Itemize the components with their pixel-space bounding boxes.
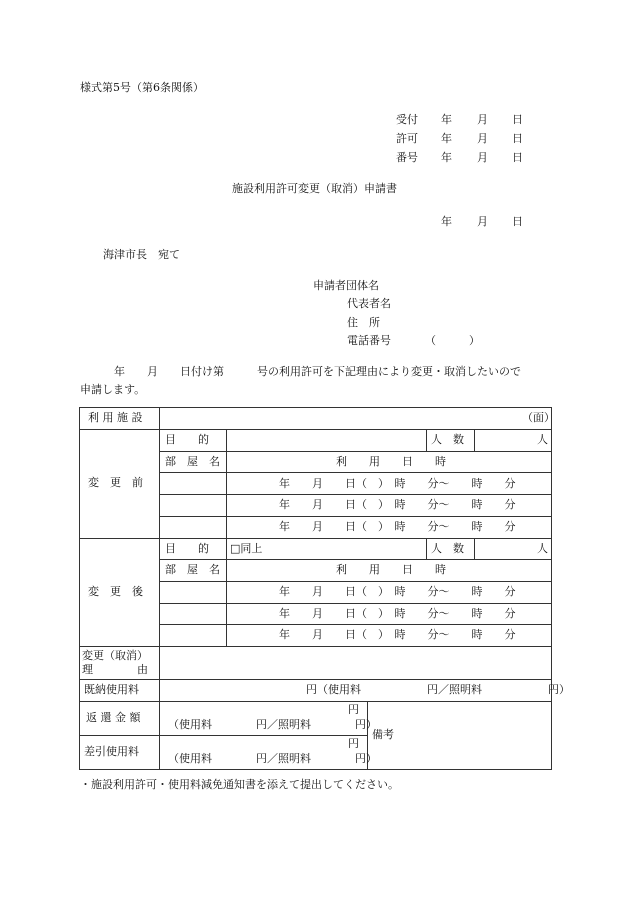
refund-yen: 円 [348, 703, 359, 716]
applicant-phone-paren: （ ） [425, 334, 480, 347]
stamp-day: 日 [512, 113, 523, 126]
before-time-row[interactable]: 年 月 日（ ） 時 分～ 時 分 [279, 520, 516, 533]
before-people-unit: 人 [537, 433, 548, 446]
refund-breakdown[interactable]: （使用料 円／照明料 円） [168, 718, 377, 731]
after-purpose-label: 目 的 [165, 542, 209, 555]
stamp-month: 月 [477, 113, 488, 126]
body-text-line2: 申請します。 [80, 383, 146, 396]
form-number: 様式第5号（第6条関係） [80, 81, 204, 94]
before-room-label: 部 屋 名 [165, 455, 220, 468]
before-section-label: 変 更 前 [88, 476, 143, 489]
stamp-label-received: 受付 [396, 113, 418, 126]
stamp-label-number: 番号 [396, 151, 418, 164]
addressee: 海津市長 宛て [103, 248, 180, 261]
stamp-day: 日 [512, 132, 523, 145]
date-day: 日 [512, 215, 523, 228]
stamp-label-permit: 許可 [396, 132, 418, 145]
diff-label: 差引使用料 [84, 745, 139, 758]
stamp-month: 月 [477, 132, 488, 145]
before-purpose-field[interactable] [229, 432, 424, 449]
facility-label: 利 用 施 設 [88, 411, 143, 424]
page-title: 施設利用許可変更（取消）申請書 [232, 182, 397, 195]
after-datetime-header: 利 用 日 時 [336, 563, 446, 576]
after-time-row[interactable]: 年 月 日（ ） 時 分～ 時 分 [279, 628, 516, 641]
before-purpose-label: 目 的 [165, 433, 209, 446]
applicant-address-label: 住 所 [347, 316, 380, 329]
body-text-line1: 年 月 日付け第 号の利用許可を下記理由により変更・取消したいので [114, 365, 521, 378]
paid-label: 既納使用料 [84, 683, 139, 696]
applicant-phone-label: 電話番号 [347, 334, 391, 347]
applicant-rep-label: 代表者名 [347, 297, 391, 310]
reason-label-line2: 理 由 [82, 663, 148, 676]
facility-unit: （面） [522, 411, 555, 424]
applicant-org-label: 申請者団体名 [313, 279, 379, 292]
after-time-row[interactable]: 年 月 日（ ） 時 分～ 時 分 [279, 585, 516, 598]
remarks-field[interactable] [400, 704, 548, 766]
after-people-label: 人 数 [431, 542, 464, 555]
facility-field[interactable] [162, 410, 512, 426]
refund-label: 返 還 金 額 [86, 711, 141, 724]
reason-field[interactable] [162, 649, 548, 677]
after-time-row[interactable]: 年 月 日（ ） 時 分～ 時 分 [279, 607, 516, 620]
before-time-row[interactable]: 年 月 日（ ） 時 分～ 時 分 [279, 477, 516, 490]
after-room-label: 部 屋 名 [165, 563, 220, 576]
date-month: 月 [477, 215, 488, 228]
diff-breakdown[interactable]: （使用料 円／照明料 円） [168, 752, 377, 765]
footer-note: ・施設利用許可・使用料減免通知書を添えて提出してください。 [80, 778, 399, 791]
before-people-label: 人 数 [431, 433, 464, 446]
stamp-year: 年 [441, 151, 452, 164]
same-as-above-checkbox[interactable]: □同上 [230, 542, 263, 555]
after-section-label: 変 更 後 [88, 585, 143, 598]
date-year: 年 [441, 215, 452, 228]
stamp-day: 日 [512, 151, 523, 164]
before-time-row[interactable]: 年 月 日（ ） 時 分～ 時 分 [279, 498, 516, 511]
remarks-label: 備考 [372, 728, 394, 741]
after-people-unit: 人 [537, 542, 548, 555]
stamp-year: 年 [441, 132, 452, 145]
paid-value[interactable]: 円（使用料 円／照明料 円） [306, 683, 570, 696]
before-datetime-header: 利 用 日 時 [336, 455, 446, 468]
stamp-month: 月 [477, 151, 488, 164]
stamp-year: 年 [441, 113, 452, 126]
reason-label-line1: 変更（取消） [82, 649, 148, 662]
diff-yen: 円 [348, 737, 359, 750]
